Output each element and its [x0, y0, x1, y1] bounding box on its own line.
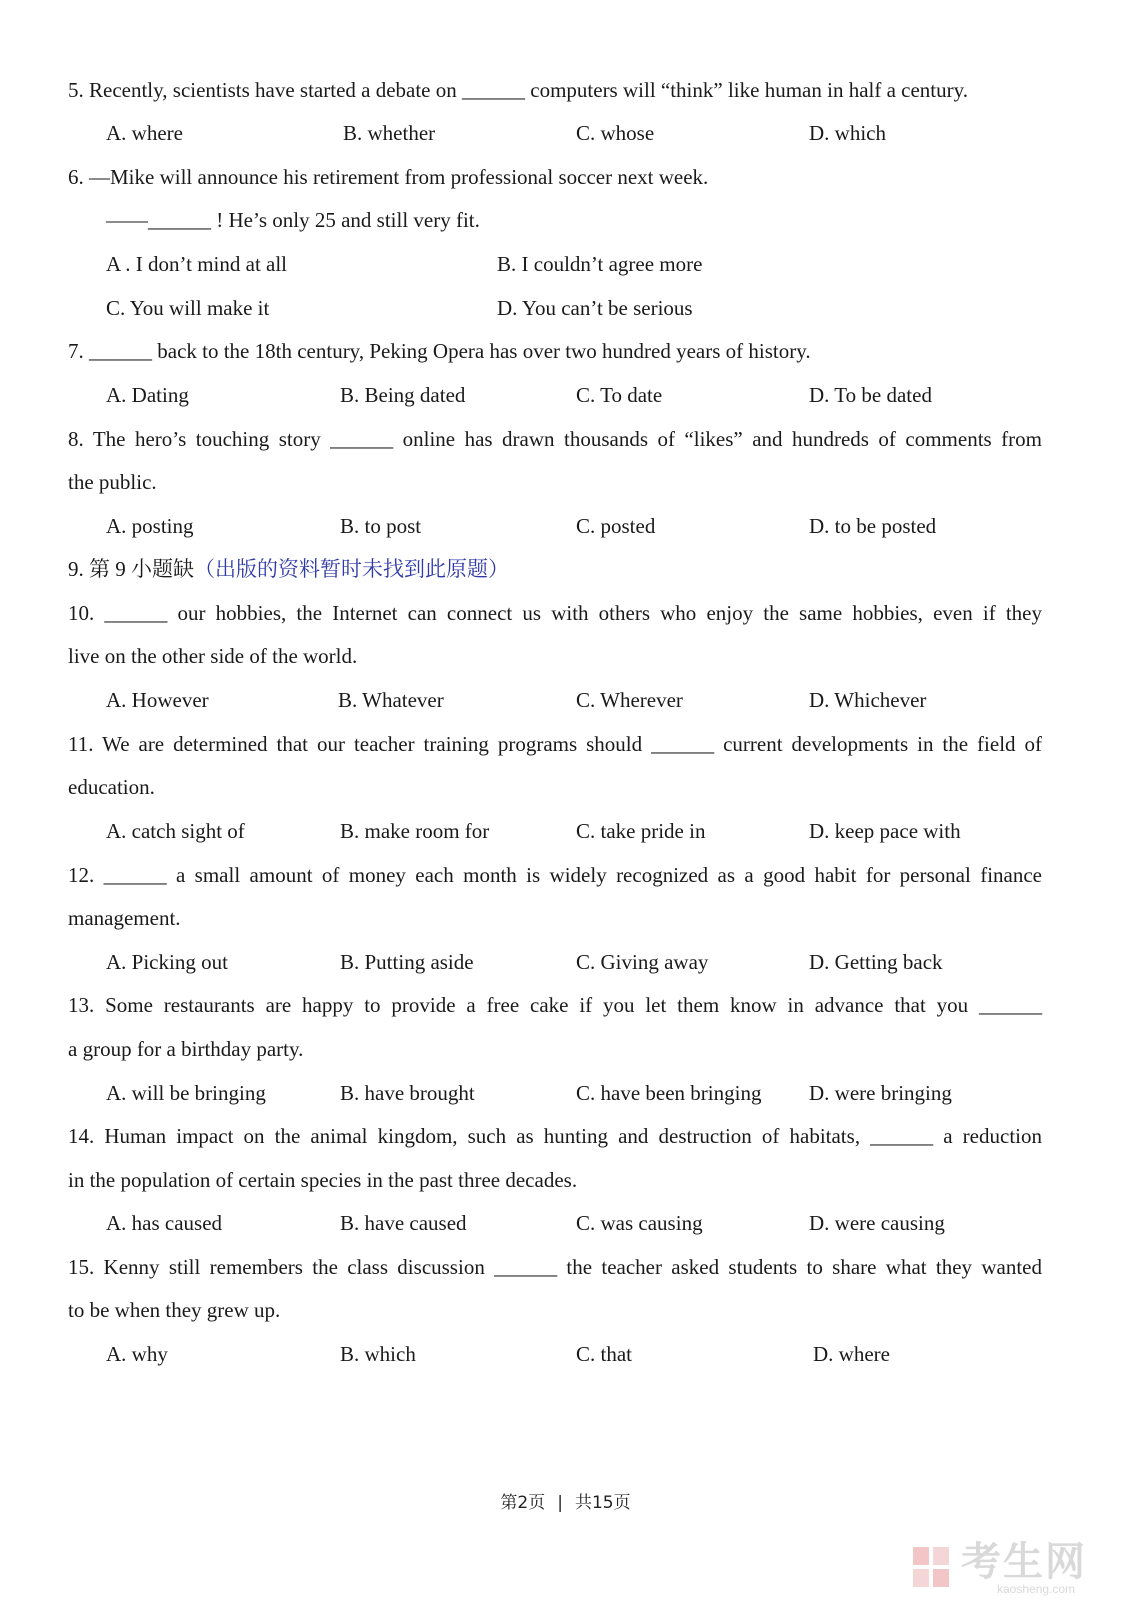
question-8-option-b: B. to post — [340, 514, 422, 538]
question-10-option-a: A. However — [106, 688, 209, 712]
question-12-option-a: A. Picking out — [106, 950, 228, 974]
question-8-stem-line-1: 8. The hero’s touching story ______ online has drawn thousands of “likes” and hundreds of comments from — [68, 427, 1042, 451]
question-13-stem-line-1: 13. Some restaurants are happy to provide a free cake if you let them know in advance that you ______ — [68, 993, 1042, 1017]
question-13-option-b: B. have brought — [340, 1081, 475, 1105]
question-8-option-c: C. posted — [576, 514, 656, 538]
watermark — [911, 1540, 1087, 1596]
question-14-stem-line-1: 14. Human impact on the animal kingdom, such as hunting and destruction of habitats, ______ a reduction — [68, 1124, 1042, 1148]
question-7-option-d: D. To be dated — [809, 383, 932, 407]
question-7-stem: 7. ______ back to the 18th century, Peking Opera has over two hundred years of history. — [68, 339, 811, 363]
page-footer — [0, 1488, 1131, 1513]
question-5-option-a: A. where — [106, 121, 183, 145]
question-8-option-a: A. posting — [106, 514, 194, 538]
question-10-option-b: B. Whatever — [338, 688, 444, 712]
question-6-option-c: C. You will make it — [106, 296, 270, 320]
question-13-option-c: C. have been bringing — [576, 1081, 762, 1105]
question-8-option-d: D. to be posted — [809, 514, 937, 538]
question-15-option-b: B. which — [340, 1342, 416, 1366]
question-14-option-b: B. have caused — [340, 1211, 467, 1235]
question-10-option-d: D. Whichever — [809, 688, 927, 712]
question-13-option-a: A. will be bringing — [106, 1081, 266, 1105]
question-11-stem-line-2: education. — [68, 775, 155, 799]
question-14-option-a: A. has caused — [106, 1211, 223, 1235]
question-12-stem-line-1: 12. ______ a small amount of money each month is widely recognized as a good habit for personal finance — [68, 863, 1042, 887]
question-15-option-d: D. where — [813, 1342, 890, 1366]
question-15-stem-line-1: 15. Kenny still remembers the class discussion ______ the teacher asked students to share what they wanted — [68, 1255, 1042, 1279]
question-12-option-d: D. Getting back — [809, 950, 943, 974]
question-11-option-b: B. make room for — [340, 819, 490, 843]
question-11-stem-line-1: 11. We are determined that our teacher training programs should ______ current developments in the field of — [68, 732, 1042, 756]
question-10-stem-line-1: 10. ______ our hobbies, the Internet can connect us with others who enjoy the same hobbies, even if they — [68, 601, 1042, 625]
question-7-option-b: B. Being dated — [340, 383, 466, 407]
watermark-brand: 考生网 — [961, 1539, 1087, 1585]
question-5-stem: 5. Recently, scientists have started a debate on ______ computers will “think” like human in half a century. — [68, 78, 969, 102]
question-5-option-b: B. whether — [343, 121, 436, 145]
question-6-option-b: B. I couldn’t agree more — [497, 252, 703, 276]
question-13-option-d: D. were bringing — [809, 1081, 952, 1105]
footer-separator: | — [557, 1493, 563, 1513]
question-12-option-b: B. Putting aside — [340, 950, 474, 974]
question-14-option-d: D. were causing — [809, 1211, 945, 1235]
question-14-option-c: C. was causing — [576, 1211, 703, 1235]
question-9-line — [68, 555, 1068, 583]
question-6-reply: ——______ ! He’s only 25 and still very fit. — [106, 208, 480, 232]
question-12-option-c: C. Giving away — [576, 950, 709, 974]
question-15-option-a: A. why — [106, 1342, 168, 1366]
question-15-stem-line-2: to be when they grew up. — [68, 1298, 281, 1322]
question-9-stem: 9. 第 9 小题缺 — [68, 557, 194, 581]
page-total: 共15页 — [574, 1493, 631, 1513]
question-6-stem: 6. —Mike will announce his retirement from professional soccer next week. — [68, 165, 709, 189]
question-8-stem-line-2: the public. — [68, 470, 157, 494]
question-10-stem-line-2: live on the other side of the world. — [68, 644, 358, 668]
question-7-option-a: A. Dating — [106, 383, 189, 407]
question-13-stem-line-2: a group for a birthday party. — [68, 1037, 304, 1061]
question-14-stem-line-2: in the population of certain species in the past three decades. — [68, 1168, 578, 1192]
question-6-option-a: A . I don’t mind at all — [106, 252, 288, 276]
question-5-option-d: D. which — [809, 121, 886, 145]
page-number: 第2页 — [500, 1493, 546, 1513]
question-12-stem-line-2: management. — [68, 906, 181, 930]
question-6-option-d: D. You can’t be serious — [497, 296, 693, 320]
question-15-option-c: C. that — [576, 1342, 632, 1366]
question-11-option-d: D. keep pace with — [809, 819, 961, 843]
question-10-option-c: C. Wherever — [576, 688, 683, 712]
watermark-logo-icon — [911, 1545, 953, 1591]
question-5-option-c: C. whose — [576, 121, 655, 145]
watermark-domain: kaosheng.com — [997, 1582, 1076, 1596]
question-11-option-a: A. catch sight of — [106, 819, 245, 843]
question-7-option-c: C. To date — [576, 383, 663, 407]
question-9-note: （出版的资料暂时未找到此原题） — [194, 557, 509, 581]
question-11-option-c: C. take pride in — [576, 819, 706, 843]
